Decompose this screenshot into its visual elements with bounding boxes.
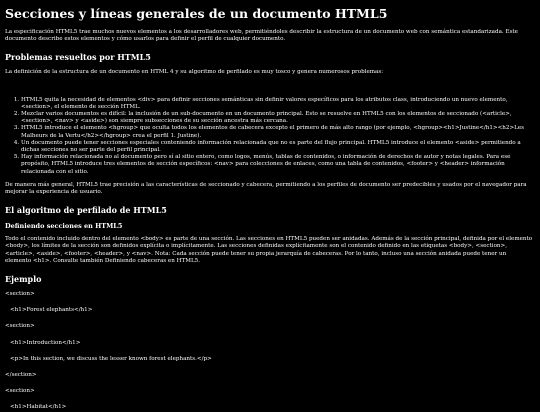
code-line: <h1>Introduction</h1> xyxy=(10,339,81,346)
code-line: <h1>Habitat</h1> xyxy=(10,404,67,411)
code-line: <h1>Forest elephants</h1> xyxy=(10,307,93,314)
spacer xyxy=(5,83,534,97)
page-title: Secciones y líneas generales de un documento HTML5 xyxy=(5,6,388,21)
code-line: <p>In this section, we discuss the lesser known forest elephants.</p> xyxy=(10,355,212,362)
example-code xyxy=(5,291,534,412)
list-item: 3. HTML5 introduce el elemento <hgroup> que oculta todos los elementos de cabecera excepto el primero de más alto rango (por ejemplo, <hgroup><h1>Justine</h1><h2>Les Malheurs de la Vertu</h2></hgroup> crea el perfil 1. Justine). xyxy=(21,125,534,139)
closing-paragraph: De manera más general, HTML5 trae precisión a las características de seccionado y cabecera, permitiendo a los perfiles de documento ser predecibles y usados por el navegador para mejorar la experiencia de usuario. xyxy=(5,181,527,196)
problems-paragraph: La definición de la estructura de un documento en HTML 4 y su algoritmo de perfilado es muy tosco y genera numerosos problemas: xyxy=(5,69,384,76)
section-heading-example: Ejemplo xyxy=(5,274,42,285)
code-line: <section> xyxy=(5,323,35,330)
list-item: 1. HTML5 quita la necesidad de elementos <div> para definir secciones semánticas sin definir valores específicos para los atributos class, introduciendo un nuevo elemento, <section>, el elemento de sección HTML. xyxy=(21,97,534,111)
code-line: <section> xyxy=(5,291,35,298)
code-line: </section> xyxy=(5,372,37,379)
problems-list xyxy=(5,97,534,176)
intro-paragraph: La especificación HTML5 trae muchos nuevos elementos a los desarrolladores web, permitiéndoles describir la estructura de un documento web con semántica estandarizada. Este documento describe estos elementos y cómo usarlos para definir el perfil de cualquier documento. xyxy=(5,29,518,43)
section-heading-algorithm: El algoritmo de perfilado de HTML5 xyxy=(5,205,167,216)
subheading-defining-sections: Definiendo secciones en HTML5 xyxy=(5,222,123,231)
code-line: <section> xyxy=(5,388,35,395)
algorithm-paragraph: Todo el contenido incluido dentro del elemento <body> es parte de una sección. Las secciones en HTML5 pueden ser anidadas. Además de la sección principal, definida por el elemento <body>, los límites de la sección son definidos explícita o implícitamente. Las secciones definidas explícitamente son el contenido definido en las etiquetas <body>, <section>, <article>, <aside>, <footer>, <header>, y <nav>. Nota: Cada sección puede tener su propia jerarquía de cabeceras. Por lo tanto, incluso una sección anidada puede tener un elemento <h1>. Consulte también Definiendo cabeceras en HTML5. xyxy=(5,236,533,264)
list-item: 5. Hay información relacionada no al documento pero sí al sitio entero, como logos, menús, tablas de contenidos, o información de derechos de autor y notas legales. Para ese propósito, HTML5 introduce tres elementos de sección específicos: <nav> para colecciones de enlaces, como una tabla de contenidos, <footer> y <header> información relacionada con el sitio. xyxy=(21,154,534,176)
list-item: 2. Mezclar varios documentos es difícil: la inclusión de un sub-documento en un documento principal. Esto se resuelve en HTML5 con los elementos de seccionado (<article>, <section>, <nav> y <aside>) son siempre subsecciones de su sección ancestra más cercana. xyxy=(21,111,534,125)
list-item: 4. Un documento puede tener secciones especiales conteniendo información relacionada que no es parte del flujo principal. HTML5 introduce el elemento <aside> permitiendo a dichas secciones no ser parte del perfil principal. xyxy=(21,140,534,154)
section-heading-problems: Problemas resueltos por HTML5 xyxy=(5,52,151,63)
